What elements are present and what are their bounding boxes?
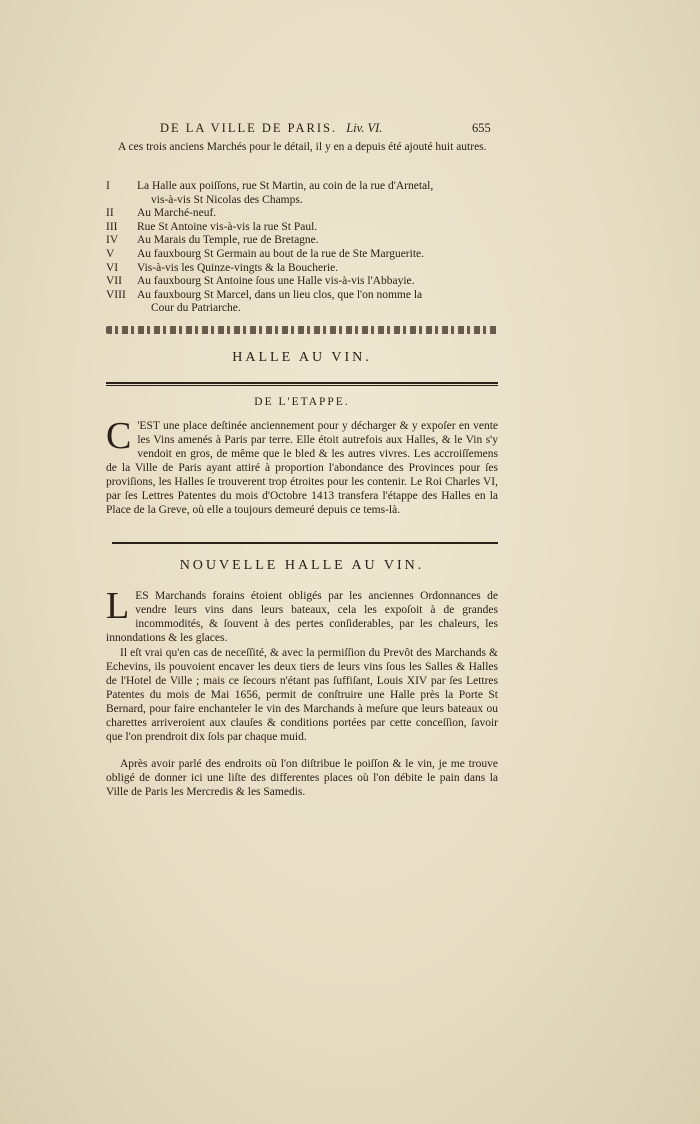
item-number: V [106,247,115,260]
market-list [106,180,506,316]
item-number: I [106,180,110,192]
list-item [106,248,506,262]
item-text: Au fauxbourg St Marcel, dans un lieu clos, que l'on nomme la [137,288,423,301]
section-title-nouvelle-halle: NOUVELLE HALLE AU VIN. [179,558,425,573]
etappe-paragraph [106,415,498,517]
list-item [106,289,506,316]
book-number: Liv. VI. [346,121,383,135]
intro-paragraph: A ces trois anciens Marchés pour le détail, il y en a depuis été ajouté huit autres. [118,141,487,153]
nouvelle-halle-paragraph-2: Il eſt vrai qu'en cas de neceſſité, & avec la permiſſion du Prevôt des Marchands & Echevins, ils pouvoient encaver les deux tiers de leurs vins ſous les Salles & Halles de l'Hotel de Ville ; mais ce ſecours n'étant pas ſuffiſant, Louis XIV par ſes Lettres Patentes du mois de Mai 1656, permit de conſtruire une Halle près la Porte St Bernard, pour faire enchanteler le vin des Marchands à meſure que leurs bateaux ou charettes arriveroient aux clauſes & conditions portées par cette conceſſion, ſavoir que l'on prendroit dix ſols par chaque muid. [106,647,498,743]
divider-rule [106,382,498,384]
item-text: Au Marché-neuf. [137,207,217,220]
paragraph-text: ES Marchands forains étoient obligés par les anciennes Ordonnances de vendre leurs vins dans leurs bateaux, cela les expoſoit à de grandes incommodités, & ſouvent à des pertes conſiderables, par les chaleurs, les innondations & les glaces. [106,590,498,644]
item-text: La Halle aux poiſſons, rue St Martin, au coin de la rue d'Arnetal, [137,180,434,192]
running-title: DE LA VILLE DE PARIS. [160,121,338,135]
item-text: Au Marais du Temple, rue de Bretagne. [137,234,319,247]
list-item [106,234,506,248]
nouvelle-halle-paragraph-1 [106,585,498,645]
list-item [106,207,506,221]
item-number: II [106,207,114,220]
item-text: Vis-à-vis les Quinze-vingts & la Boucherie. [137,261,339,274]
section-subtitle: DE L'ETAPPE. [254,396,350,408]
drop-cap: L [106,585,130,627]
nouvelle-halle-paragraph-3: Après avoir parlé des endroits où l'on diſtribue le poiſſon & le vin, je me trouve obligé de donner ici une liſte des differentes places où l'on débite le pain dans la Ville de Paris les Mercredis & les Samedis. [106,758,498,798]
item-continuation: Cour du Patriarche. [151,302,241,315]
paragraph-text: 'EST une place deſtinée anciennement pour y décharger & y expoſer en vente les Vins amenés à Paris par terre. Elle étoit autrefois aux Halles, & le Vin s'y vendoit en gros, de même que le bled & les autres vivres. Les accroiſſemens de la Ville de Paris ayant attiré à proportion l'abondance des Provinces pour ſes proviſions, les Halles ſe trouverent trop étroites pour les contenir. Le Roi Charles VI, par ſes Lettres Patentes du mois d'Octobre 1413 transfera l'étappe des Halles en la Place de la Greve, où elle a toujours demeuré depuis ce tems-là. [106,420,498,516]
ornamental-divider [106,326,498,334]
item-text: Rue St Antoine vis-à-vis la rue St Paul. [137,220,318,233]
list-item [106,180,506,207]
section-title-halle-au-vin: HALLE AU VIN. [232,350,372,365]
item-number: VII [106,275,122,288]
item-text: Au fauxbourg St Antoine ſous une Halle vis-à-vis l'Abbayie. [137,275,415,288]
list-item [106,275,506,289]
page-number: 655 [472,121,491,135]
item-number: VI [106,261,119,274]
item-number: VIII [106,288,126,301]
list-item [106,221,506,235]
divider-rule [112,542,498,544]
list-item [106,262,506,276]
item-continuation: vis-à-vis St Nicolas des Champs. [151,193,303,206]
drop-cap: C [106,415,132,457]
running-header [160,121,500,136]
item-text: Au fauxbourg St Germain au bout de la rue de Ste Marguerite. [137,247,425,260]
item-number: III [106,220,118,233]
item-number: IV [106,234,119,247]
divider-rule-thin [106,385,498,386]
